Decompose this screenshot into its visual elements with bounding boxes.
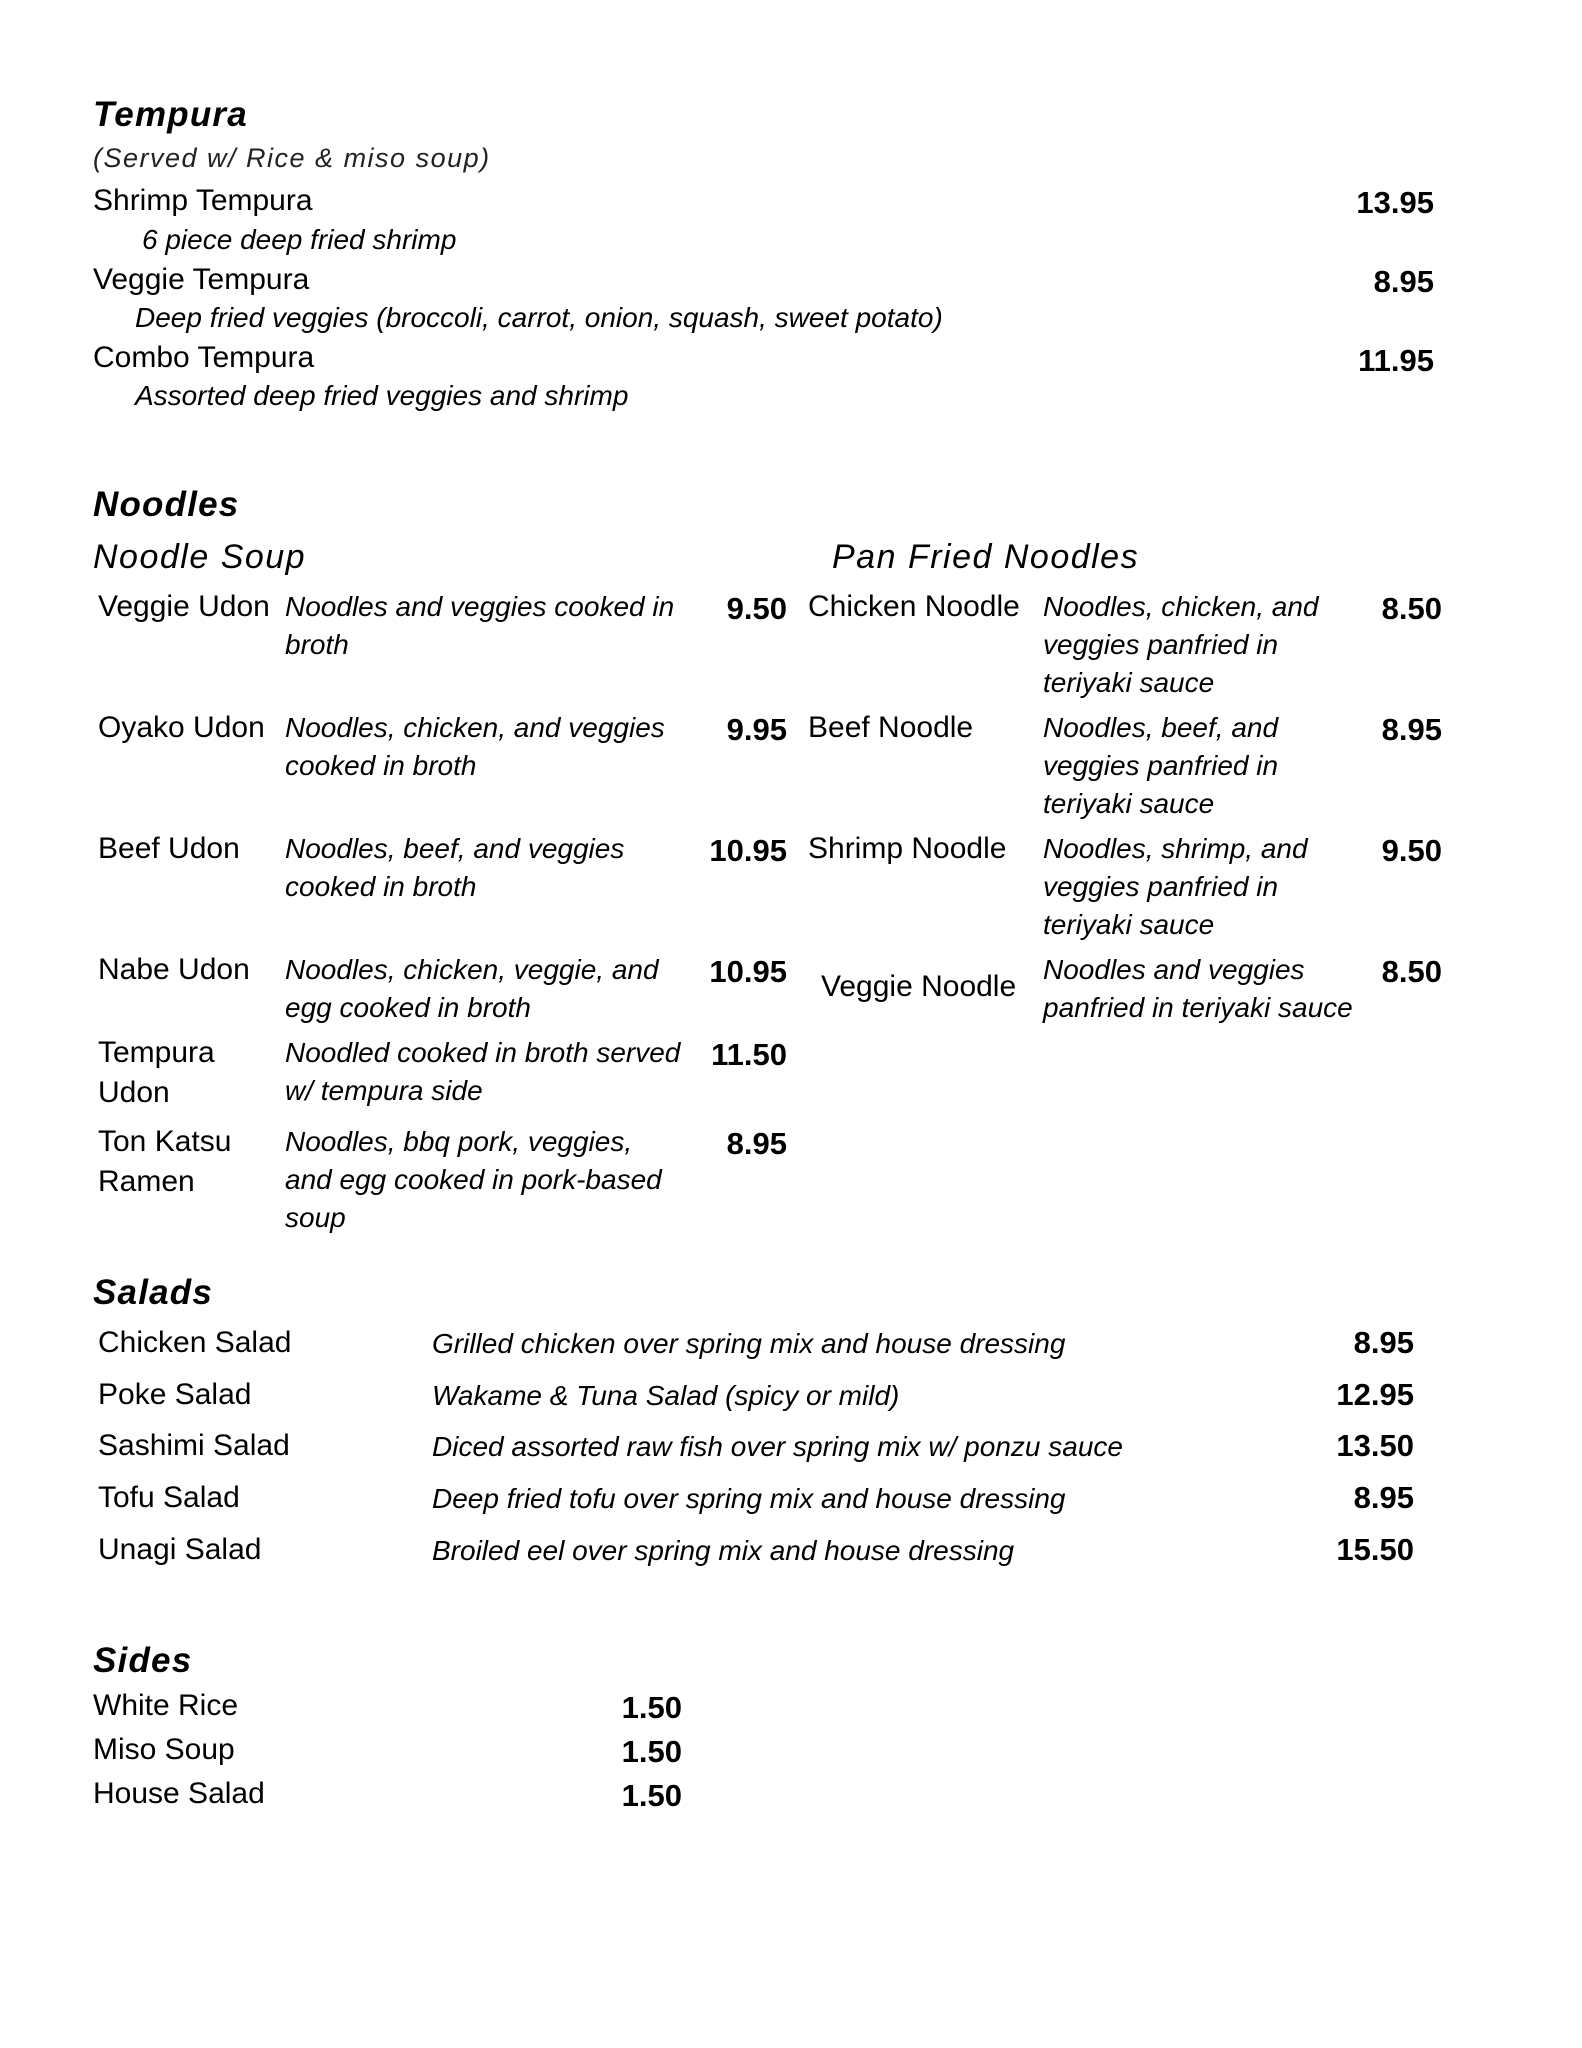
salad-item-desc: Diced assorted raw fish over spring mix w/ ponzu sauce [432,1431,1123,1462]
pan-fried-item-name: Shrimp Noodle [808,832,1007,865]
noodle-soup-item-desc: Noodles and veggies cooked in broth [285,591,675,660]
side-item-name: White Rice [93,1689,239,1722]
noodle-soup-item-desc: Noodled cooked in broth served w/ tempura side [285,1037,681,1106]
tempura-item-price: 8.95 [1373,264,1434,299]
tempura-note: (Served w/ Rice & miso soup) [93,143,491,173]
pan-fried-item-price: 8.50 [1381,954,1442,989]
pan-fried-item-desc: Noodles and veggies panfried in teriyaki sauce [1043,954,1353,1023]
noodle-soup-item-desc: Noodles, bbq pork, veggies, and egg cooked in pork-based soup [285,1126,662,1233]
pan-fried-item-price: 8.95 [1381,712,1442,747]
salad-item-desc: Grilled chicken over spring mix and house dressing [432,1328,1066,1359]
noodle-soup-item-name: Ton Katsu Ramen [98,1125,232,1198]
tempura-item-desc: Assorted deep fried veggies and shrimp [135,380,629,411]
pan-fried-item-desc: Noodles, chicken, and veggies panfried in teriyaki sauce [1043,591,1319,698]
noodle-soup-item-name: Veggie Udon [98,590,270,623]
tempura-heading: Tempura [93,95,248,134]
salad-item-price: 15.50 [1336,1532,1414,1567]
noodle-soup-item-price: 9.50 [726,591,787,626]
tempura-item-desc: 6 piece deep fried shrimp [142,224,457,255]
tempura-item-price: 11.95 [1358,343,1434,378]
side-item-price: 1.50 [621,1690,682,1725]
noodle-soup-item-name: Beef Udon [98,832,240,865]
noodle-soup-item-desc: Noodles, beef, and veggies cooked in broth [285,833,625,902]
noodle-soup-item-desc: Noodles, chicken, and veggies cooked in broth [285,712,665,781]
noodle-soup-item-name: Tempura Udon [98,1036,215,1109]
salad-item-name: Unagi Salad [98,1533,262,1566]
tempura-item-price: 13.95 [1356,185,1434,220]
noodle-soup-item-price: 10.95 [709,954,787,989]
side-item-price: 1.50 [621,1778,682,1813]
pan-fried-item-desc: Noodles, beef, and veggies panfried in teriyaki sauce [1043,712,1279,819]
sides-heading: Sides [93,1641,193,1680]
pan-fried-item-name: Veggie Noodle [821,970,1017,1003]
tempura-item-name: Veggie Tempura [93,263,310,296]
noodle-soup-subheading: Noodle Soup [93,538,307,576]
noodle-soup-item-price: 11.50 [711,1037,787,1072]
salad-item-name: Chicken Salad [98,1326,292,1359]
salad-item-desc: Broiled eel over spring mix and house dressing [432,1535,1015,1566]
side-item-name: House Salad [93,1777,265,1810]
salad-item-price: 13.50 [1336,1428,1414,1463]
salad-item-name: Tofu Salad [98,1481,240,1514]
pan-fried-item-price: 9.50 [1381,833,1442,868]
noodles-heading: Noodles [93,485,240,524]
salad-item-desc: Wakame & Tuna Salad (spicy or mild) [432,1380,900,1411]
tempura-item-name: Combo Tempura [93,341,315,374]
noodle-soup-item-price: 8.95 [726,1126,787,1161]
salad-item-price: 8.95 [1353,1325,1414,1360]
noodle-soup-item-name: Oyako Udon [98,711,265,744]
salad-item-name: Sashimi Salad [98,1429,290,1462]
pan-fried-item-name: Chicken Noodle [808,590,1020,623]
tempura-item-name: Shrimp Tempura [93,184,313,217]
pan-fried-item-desc: Noodles, shrimp, and veggies panfried in teriyaki sauce [1043,833,1308,940]
noodle-soup-item-desc: Noodles, chicken, veggie, and egg cooked in broth [285,954,659,1023]
tempura-item-desc: Deep fried veggies (broccoli, carrot, onion, squash, sweet potato) [135,302,943,333]
salad-item-price: 8.95 [1353,1480,1414,1515]
salads-heading: Salads [93,1273,214,1312]
noodle-soup-item-name: Nabe Udon [98,953,250,986]
pan-fried-item-name: Beef Noodle [808,711,974,744]
salad-item-price: 12.95 [1336,1377,1414,1412]
noodle-soup-item-price: 10.95 [709,833,787,868]
side-item-price: 1.50 [621,1734,682,1769]
pan-fried-item-price: 8.50 [1381,591,1442,626]
side-item-name: Miso Soup [93,1733,235,1766]
noodle-soup-item-price: 9.95 [726,712,787,747]
salad-item-name: Poke Salad [98,1378,252,1411]
salad-item-desc: Deep fried tofu over spring mix and house dressing [432,1483,1066,1514]
pan-fried-subheading: Pan Fried Noodles [832,538,1140,576]
